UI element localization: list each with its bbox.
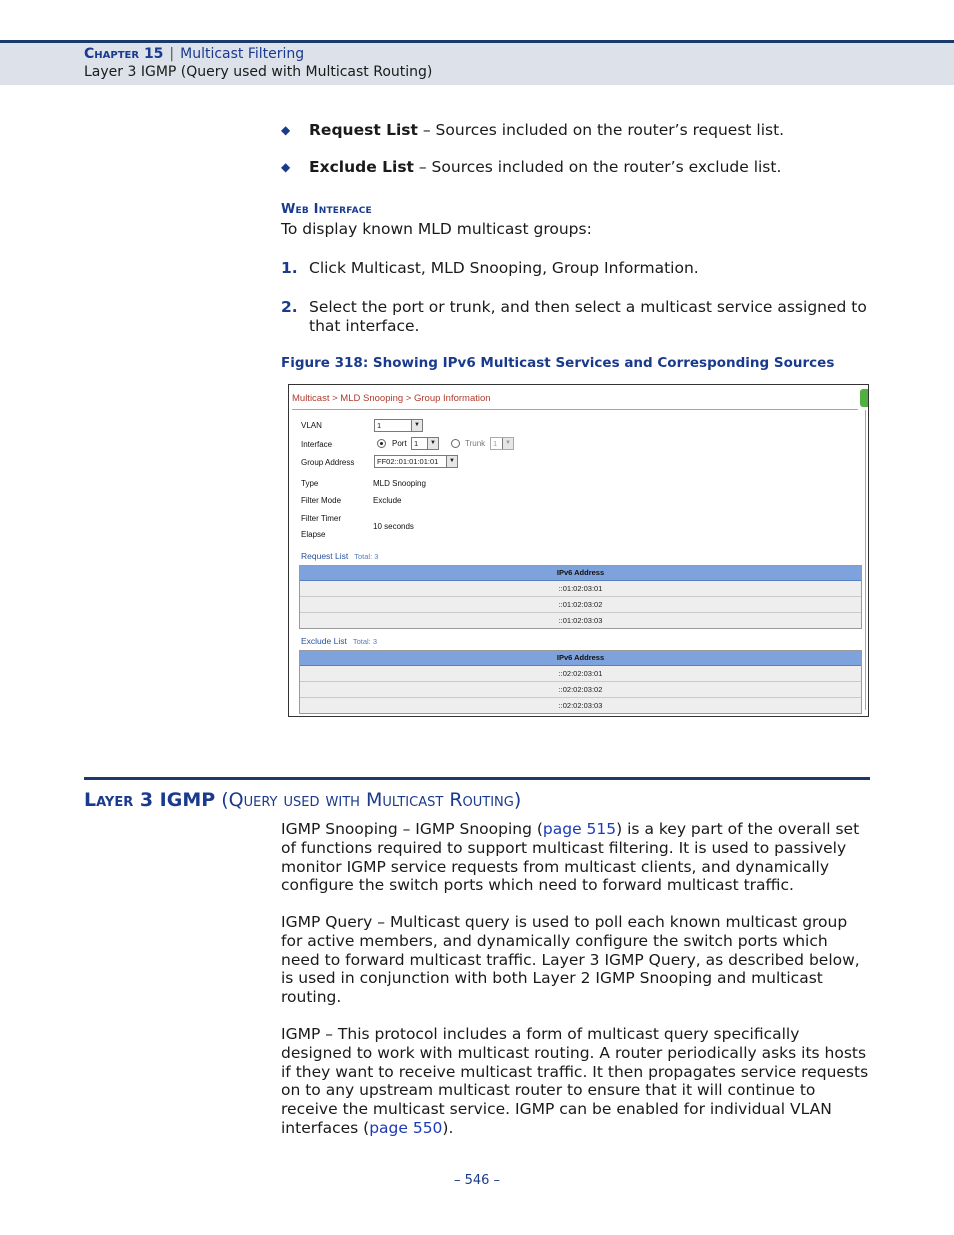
filter-mode-value: Exclude [373, 496, 402, 505]
filter-mode-label: Filter Mode [301, 496, 342, 505]
filter-timer-value: 10 seconds [373, 522, 414, 531]
step-2 [281, 298, 871, 336]
page-550-link[interactable]: page 550 [369, 1118, 443, 1137]
table-header: IPv6 Address [300, 651, 861, 666]
chapter-title: Multicast Filtering [180, 46, 305, 62]
step-number: 1. [281, 259, 298, 277]
filter-timer-label: Filter Timer [301, 514, 341, 523]
group-address-select[interactable] [374, 455, 458, 468]
port-select[interactable] [411, 437, 439, 450]
bullet-exclude-list [281, 158, 781, 176]
paragraph-text: ) is a key part of the overall set of functions required to support multicast filtering. It is used to passively monitor IGMP service requests from multicast clients, and dynamically configure the switch ports which need to forward multicast traffic. [281, 820, 860, 895]
paragraph-igmp-snooping [281, 820, 871, 895]
section-rule [84, 777, 870, 780]
figure-caption: Figure 318: Showing IPv6 Multicast Services and Corresponding Sources [281, 355, 835, 371]
step-1 [281, 259, 871, 278]
bullet-term: Request List [309, 121, 418, 139]
web-interface-intro: To display known MLD multicast groups: [281, 220, 592, 238]
table-row: ::01:02:03:02 [300, 597, 861, 613]
table-row: ::01:02:03:01 [300, 581, 861, 597]
chevron-down-icon: ▼ [446, 456, 457, 467]
section-heading-bold: Layer 3 IGMP [84, 789, 216, 811]
request-list-total: Total: 3 [354, 552, 379, 561]
page-515-link[interactable]: page 515 [542, 820, 617, 838]
port-radio[interactable] [377, 439, 386, 448]
table-row: ::02:02:03:02 [300, 682, 861, 698]
exclude-list-label: Exclude List [301, 636, 347, 646]
exclude-list-table [299, 650, 862, 714]
paragraph-text: IGMP – This protocol includes a form of multicast query specifically designed to work with multicast routing. A router periodically asks its hosts if they want to receive multicast traffic. It then propagates service requests on to any upstream multicast router to ensure that it will continue to receive the multicast service. IGMP can be enabled for individual VLAN interfaces ( [281, 1025, 869, 1137]
paragraph-igmp [281, 1025, 871, 1138]
request-list-title [301, 551, 378, 561]
table-row: ::02:02:03:03 [300, 698, 861, 713]
web-interface-heading: Web Interface [281, 202, 372, 217]
page-number: – 546 – [453, 1173, 501, 1188]
elapse-label: Elapse [301, 530, 326, 539]
request-list-label: Request List [301, 551, 349, 561]
header-separator: | [169, 46, 175, 62]
step-text: Select the port or trunk, and then select a multicast service assigned to that interface. [309, 298, 867, 335]
help-tab-icon[interactable] [860, 389, 868, 407]
interface-label: Interface [301, 440, 333, 449]
breadcrumb: Multicast > MLD Snooping > Group Information [292, 393, 491, 404]
table-row: ::01:02:03:03 [300, 613, 861, 628]
vlan-select[interactable] [374, 419, 423, 432]
header-section-title: Layer 3 IGMP (Query used with Multicast Routing) [84, 64, 433, 80]
paragraph-text: ). [442, 1118, 454, 1137]
diamond-bullet-icon: ◆ [281, 123, 291, 137]
group-address-label: Group Address [301, 458, 355, 467]
chevron-down-icon: ▼ [411, 420, 422, 431]
chevron-down-icon: ▼ [427, 438, 438, 449]
figure-screenshot [288, 384, 869, 717]
step-number: 2. [281, 298, 298, 316]
table-header: IPv6 Address [300, 566, 861, 581]
frame-rule [865, 410, 866, 710]
port-radio-label: Port [392, 439, 407, 448]
group-address-value: FF02::01:01:01:01 [377, 457, 439, 466]
bullet-desc: – Sources included on the router’s exclude list. [413, 158, 782, 176]
type-label: Type [301, 479, 319, 488]
paragraph-igmp-query: IGMP Query – Multicast query is used to poll each known multicast group for active members, and dynamically configure the switch ports which need to forward multicast traffic. Layer 3 IGMP Query, as described below, is used in conjunction with both Layer 2 IGMP Snooping and multicast routing. [281, 913, 860, 1007]
section-heading-rest: (Query used with Multicast Routing) [215, 789, 522, 811]
trunk-select-value: 1 [493, 439, 498, 448]
breadcrumb-rule [292, 409, 858, 410]
bullet-desc: – Sources included on the router’s request list. [417, 121, 785, 139]
chevron-down-icon: ▼ [502, 438, 513, 449]
request-list-table [299, 565, 862, 629]
step-text: Click Multicast, MLD Snooping, Group Information. [309, 259, 699, 277]
trunk-radio-label: Trunk [465, 439, 486, 448]
vlan-select-value: 1 [377, 421, 382, 430]
chapter-label: Chapter 15 [84, 46, 164, 62]
header-chapter-line [84, 46, 304, 62]
trunk-select[interactable] [490, 437, 514, 450]
section-heading [84, 789, 521, 811]
bullet-term: Exclude List [309, 158, 414, 176]
type-value: MLD Snooping [373, 479, 426, 488]
bullet-request-list [281, 121, 784, 139]
port-select-value: 1 [414, 439, 419, 448]
table-row: ::02:02:03:01 [300, 666, 861, 682]
exclude-list-title [301, 636, 377, 646]
exclude-list-total: Total: 3 [352, 637, 378, 646]
diamond-bullet-icon: ◆ [281, 160, 291, 174]
trunk-radio[interactable] [451, 439, 460, 448]
paragraph-text: IGMP Snooping – IGMP Snooping ( [281, 820, 543, 838]
vlan-label: VLAN [301, 421, 322, 430]
